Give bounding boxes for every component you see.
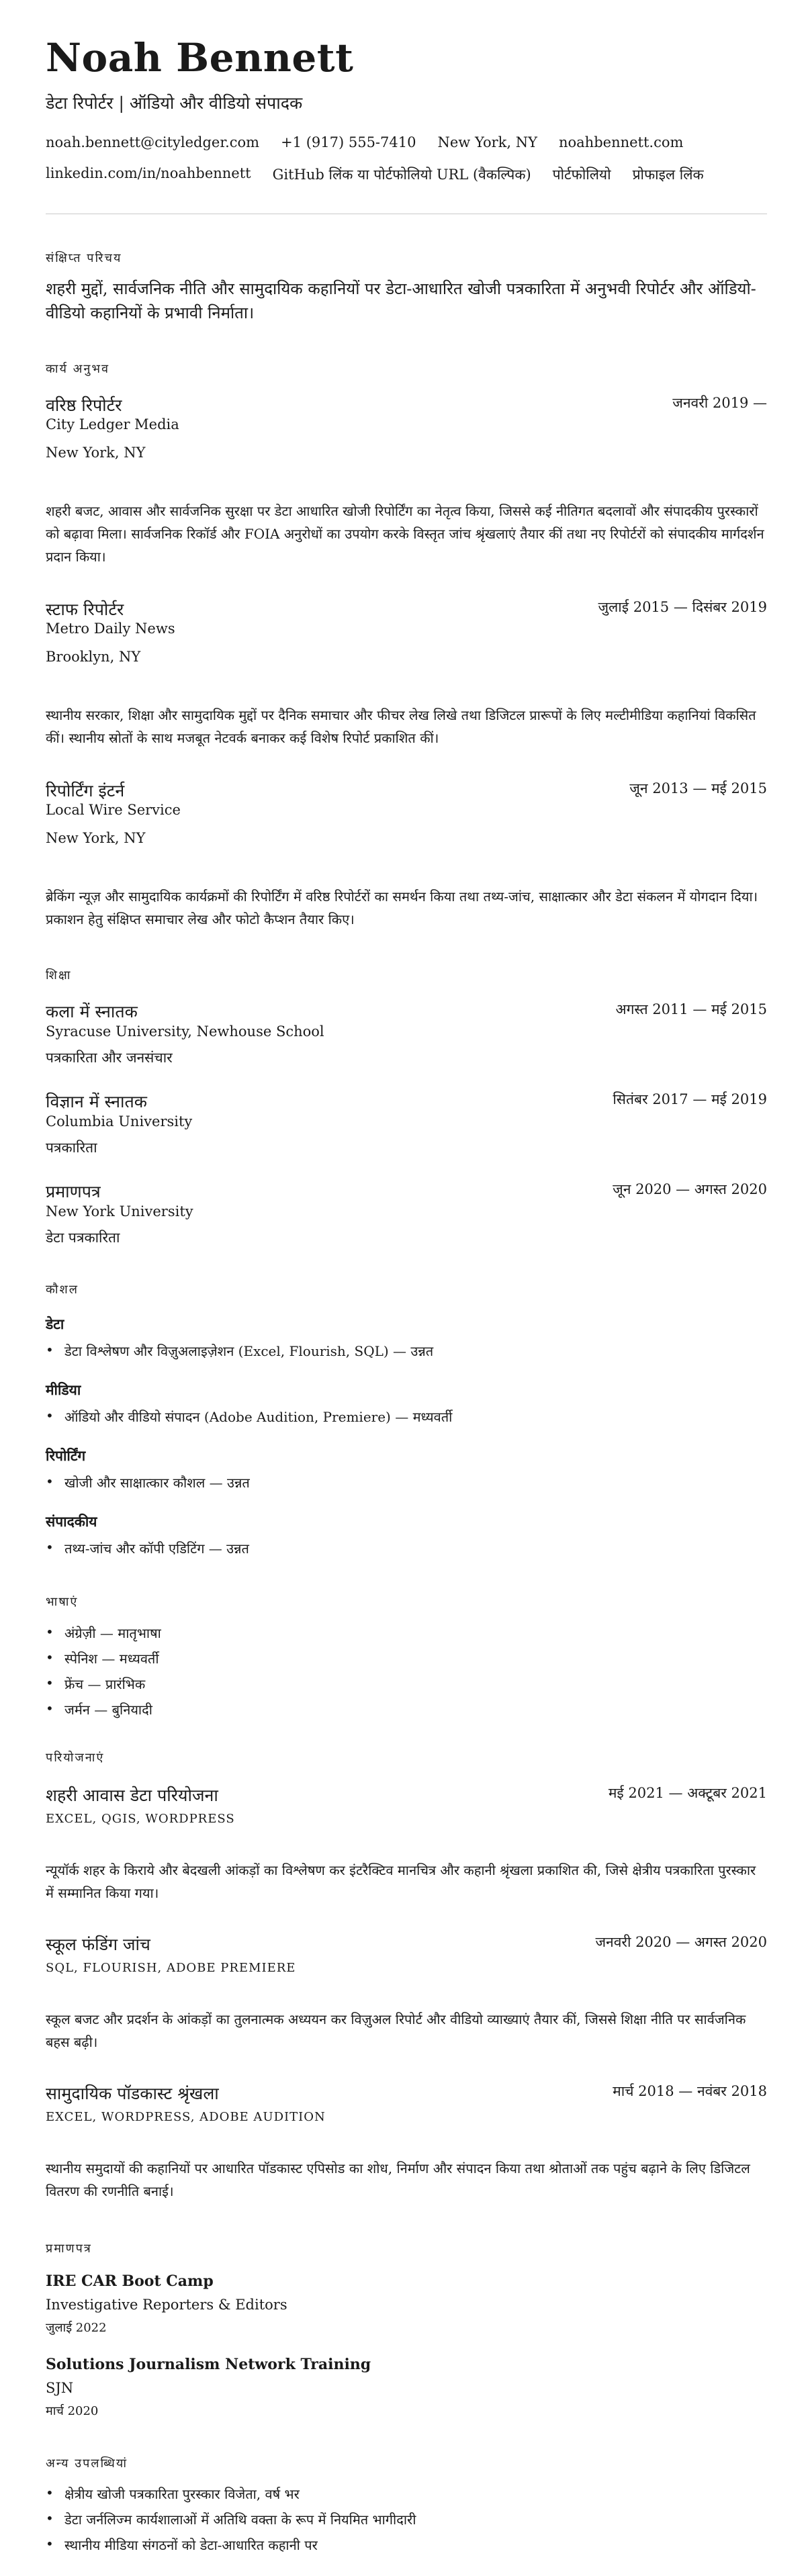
project-title: शहरी आवास डेटा परियोजना — [46, 1786, 218, 1805]
skill-category: मीडिया — [46, 1381, 81, 1398]
experience-description: शहरी बजट, आवास और सार्वजनिक सुरक्षा पर डेटा आधारित खोजी रिपोर्टिंग का नेतृत्व किया, जिससे कई नीतिगत बदलावों और संपादकीय पुरस्कारों को बढ़ावा मिला। सार्वजनिक रिकॉर्ड और FOIA अनुरोधों का उपयोग करके विस्तृत जांच श्रृंखलाएं तैयार कीं तथा नए रिपोर्टरों को संपादकीय मार्गदर्शन प्रदान किया। — [46, 503, 764, 565]
project-date: मार्च 2018 — नवंबर 2018 — [613, 2083, 767, 2099]
experience-role: वरिष्ठ रिपोर्टर — [46, 396, 122, 415]
education-item — [46, 1000, 767, 1023]
contact-phone[interactable]: +1 (917) 555-7410 — [281, 134, 416, 150]
language-item: • जर्मन — बुनियादी — [46, 1700, 152, 1718]
experience-date: जनवरी 2019 — — [672, 395, 767, 411]
experience-date: जुलाई 2015 — दिसंबर 2019 — [598, 599, 767, 615]
projects-heading: परियोजनाएं — [46, 1751, 105, 1765]
achievements-heading: अन्य उपलब्धियां — [46, 2456, 128, 2471]
languages-heading: भाषाएं — [46, 1595, 79, 1609]
certification-date: जुलाई 2022 — [46, 2321, 107, 2335]
experience-location: Brooklyn, NY — [46, 649, 141, 665]
achievement-item: • स्थानीय मीडिया संगठनों को डेटा-आधारित कहानी पर — [46, 2536, 318, 2554]
language-item: • फ्रेंच — प्रारंभिक — [46, 1675, 145, 1693]
contact-row-secondary — [46, 165, 704, 184]
summary-text: शहरी मुद्दों, सार्वजनिक नीति और सामुदायिक कहानियों पर डेटा-आधारित खोजी पत्रकारिता में अनुभवी रिपोर्टर और ऑडियो-वीडियो कहानियों के प्रभावी निर्माता। — [46, 279, 756, 322]
education-institution: Columbia University — [46, 1113, 193, 1130]
education-item — [46, 1180, 767, 1203]
project-tech: EXCEL, QGIS, WORDPRESS — [46, 1812, 235, 1826]
project-tech: EXCEL, WORDPRESS, ADOBE AUDITION — [46, 2110, 326, 2124]
skill-item: • खोजी और साक्षात्कार कौशल — उन्नत — [46, 1473, 250, 1491]
contact-row-primary — [46, 134, 683, 150]
skill-category: रिपोर्टिंग — [46, 1447, 86, 1464]
project-description: न्यूयॉर्क शहर के किराये और बेदखली आंकड़ों का विश्लेषण कर इंटरैक्टिव मानचित्र और कहानी श्रृंखला प्रकाशित की, जिसे क्षेत्रीय पत्रकारिता पुरस्कार में सम्मानित किया गया। — [46, 1862, 756, 1901]
experience-heading: कार्य अनुभव — [46, 362, 110, 376]
achievement-item: • डेटा जर्नलिज्म कार्यशालाओं में अतिथि वक्ता के रूप में नियमित भागीदारी — [46, 2510, 416, 2528]
contact-website[interactable]: noahbennett.com — [558, 134, 684, 150]
experience-item — [46, 394, 767, 416]
experience-description: ब्रेकिंग न्यूज़ और सामुदायिक कार्यक्रमों की रिपोर्टिंग में वरिष्ठ रिपोर्टरों का समर्थन किया तथा तथ्य-जांच, साक्षात्कार और डेटा संकलन में योगदान दिया। प्रकाशन हेतु संक्षिप्त समाचार लेख और फोटो कैप्शन तैयार किए। — [46, 888, 758, 927]
education-degree: विज्ञान में स्नातक — [46, 1092, 147, 1111]
experience-date: जून 2013 — मई 2015 — [629, 780, 767, 796]
education-date: जून 2020 — अगस्त 2020 — [613, 1181, 767, 1197]
experience-item — [46, 598, 767, 620]
experience-description: स्थानीय सरकार, शिक्षा और सामुदायिक मुद्दों पर दैनिक समाचार और फीचर लेख लिखे तथा डिजिटल प्रारूपों के लिए मल्टीमीडिया कहानियां विकसित कीं। स्थानीय स्रोतों के साथ मजबूत नेटवर्क बनाकर कई विशेष रिपोर्ट प्रकाशित कीं। — [46, 707, 756, 746]
education-institution: Syracuse University, Newhouse School — [46, 1023, 324, 1040]
education-date: सितंबर 2017 — मई 2019 — [613, 1091, 767, 1107]
certification-title: IRE CAR Boot Camp — [46, 2272, 214, 2290]
experience-location: New York, NY — [46, 830, 146, 846]
education-field: डेटा पत्रकारिता — [46, 1230, 120, 1246]
experience-location: New York, NY — [46, 445, 146, 461]
contact-linkedin[interactable]: linkedin.com/in/noahbennett — [46, 165, 251, 181]
experience-role: रिपोर्टिंग इंटर्न — [46, 781, 125, 800]
education-heading: शिक्षा — [46, 968, 72, 982]
certification-issuer: Investigative Reporters & Editors — [46, 2297, 287, 2313]
experience-org: Metro Daily News — [46, 620, 175, 637]
skills-heading: कौशल — [46, 1283, 79, 1297]
project-title: सामुदायिक पॉडकास्ट श्रृंखला — [46, 2084, 219, 2103]
contact-profile-link[interactable]: प्रोफाइल लिंक — [632, 167, 704, 183]
contact-portfolio[interactable]: पोर्टफोलियो — [552, 167, 611, 183]
language-item: • अंग्रेज़ी — मातृभाषा — [46, 1624, 161, 1642]
summary-heading: संक्षिप्त परिचय — [46, 251, 122, 265]
skill-category: डेटा — [46, 1316, 64, 1332]
education-field: पत्रकारिता — [46, 1140, 97, 1156]
language-item: • स्पेनिश — मध्यवर्ती — [46, 1649, 159, 1667]
education-degree: प्रमाणपत्र — [46, 1182, 101, 1201]
experience-org: City Ledger Media — [46, 416, 179, 432]
certifications-heading: प्रमाणपत्र — [46, 2242, 92, 2256]
project-item — [46, 2082, 767, 2105]
skill-item: • डेटा विश्लेषण और विज़ुअलाइज़ेशन (Excel, Flourish, SQL) — उन्नत — [46, 1342, 433, 1360]
project-date: जनवरी 2020 — अगस्त 2020 — [595, 1934, 767, 1950]
contact-email[interactable]: noah.bennett@cityledger.com — [46, 134, 260, 150]
certification-title: Solutions Journalism Network Training — [46, 2356, 371, 2373]
certification-issuer: SJN — [46, 2380, 74, 2396]
project-description: स्कूल बजट और प्रदर्शन के आंकड़ों का तुलनात्मक अध्ययन कर विज़ुअल रिपोर्ट और वीडियो व्याख्याएं तैयार कीं, जिससे शिक्षा नीति पर सार्वजनिक बहस बढ़ी। — [46, 2011, 746, 2050]
experience-org: Local Wire Service — [46, 802, 181, 818]
project-description: स्थानीय समुदायों की कहानियों पर आधारित पॉडकास्ट एपिसोड का शोध, निर्माण और संपादन किया तथा श्रोताओं तक पहुंच बढ़ाने के लिए डिजिटल वितरण की रणनीति बनाई। — [46, 2160, 750, 2199]
project-item — [46, 1933, 767, 1956]
contact-location: New York, NY — [437, 134, 537, 150]
project-tech: SQL, FLOURISH, ADOBE PREMIERE — [46, 1961, 296, 1975]
skill-category: संपादकीय — [46, 1513, 97, 1530]
project-date: मई 2021 — अक्टूबर 2021 — [608, 1785, 767, 1801]
achievement-item: • क्षेत्रीय खोजी पत्रकारिता पुरस्कार विजेता, वर्ष भर — [46, 2485, 300, 2503]
education-item — [46, 1090, 767, 1113]
experience-item — [46, 779, 767, 802]
skill-item: • ऑडियो और वीडियो संपादन (Adobe Audition, Premiere) — मध्यवर्ती — [46, 1408, 452, 1426]
certification-date: मार्च 2020 — [46, 2404, 99, 2418]
skill-item: • तथ्य-जांच और कॉपी एडिटिंग — उन्नत — [46, 1539, 249, 1557]
education-date: अगस्त 2011 — मई 2015 — [615, 1001, 767, 1017]
experience-role: स्टाफ रिपोर्टर — [46, 600, 124, 619]
project-title: स्कूल फंडिंग जांच — [46, 1935, 150, 1954]
education-degree: कला में स्नातक — [46, 1002, 138, 1021]
candidate-subtitle: डेटा रिपोर्टर | ऑडियो और वीडियो संपादक — [46, 93, 303, 113]
education-institution: New York University — [46, 1203, 193, 1220]
candidate-name: Noah Bennett — [46, 35, 354, 81]
education-field: पत्रकारिता और जनसंचार — [46, 1050, 173, 1066]
contact-github[interactable]: GitHub लिंक या पोर्टफोलियो URL (वैकल्पिक) — [272, 167, 531, 183]
project-item — [46, 1784, 767, 1806]
